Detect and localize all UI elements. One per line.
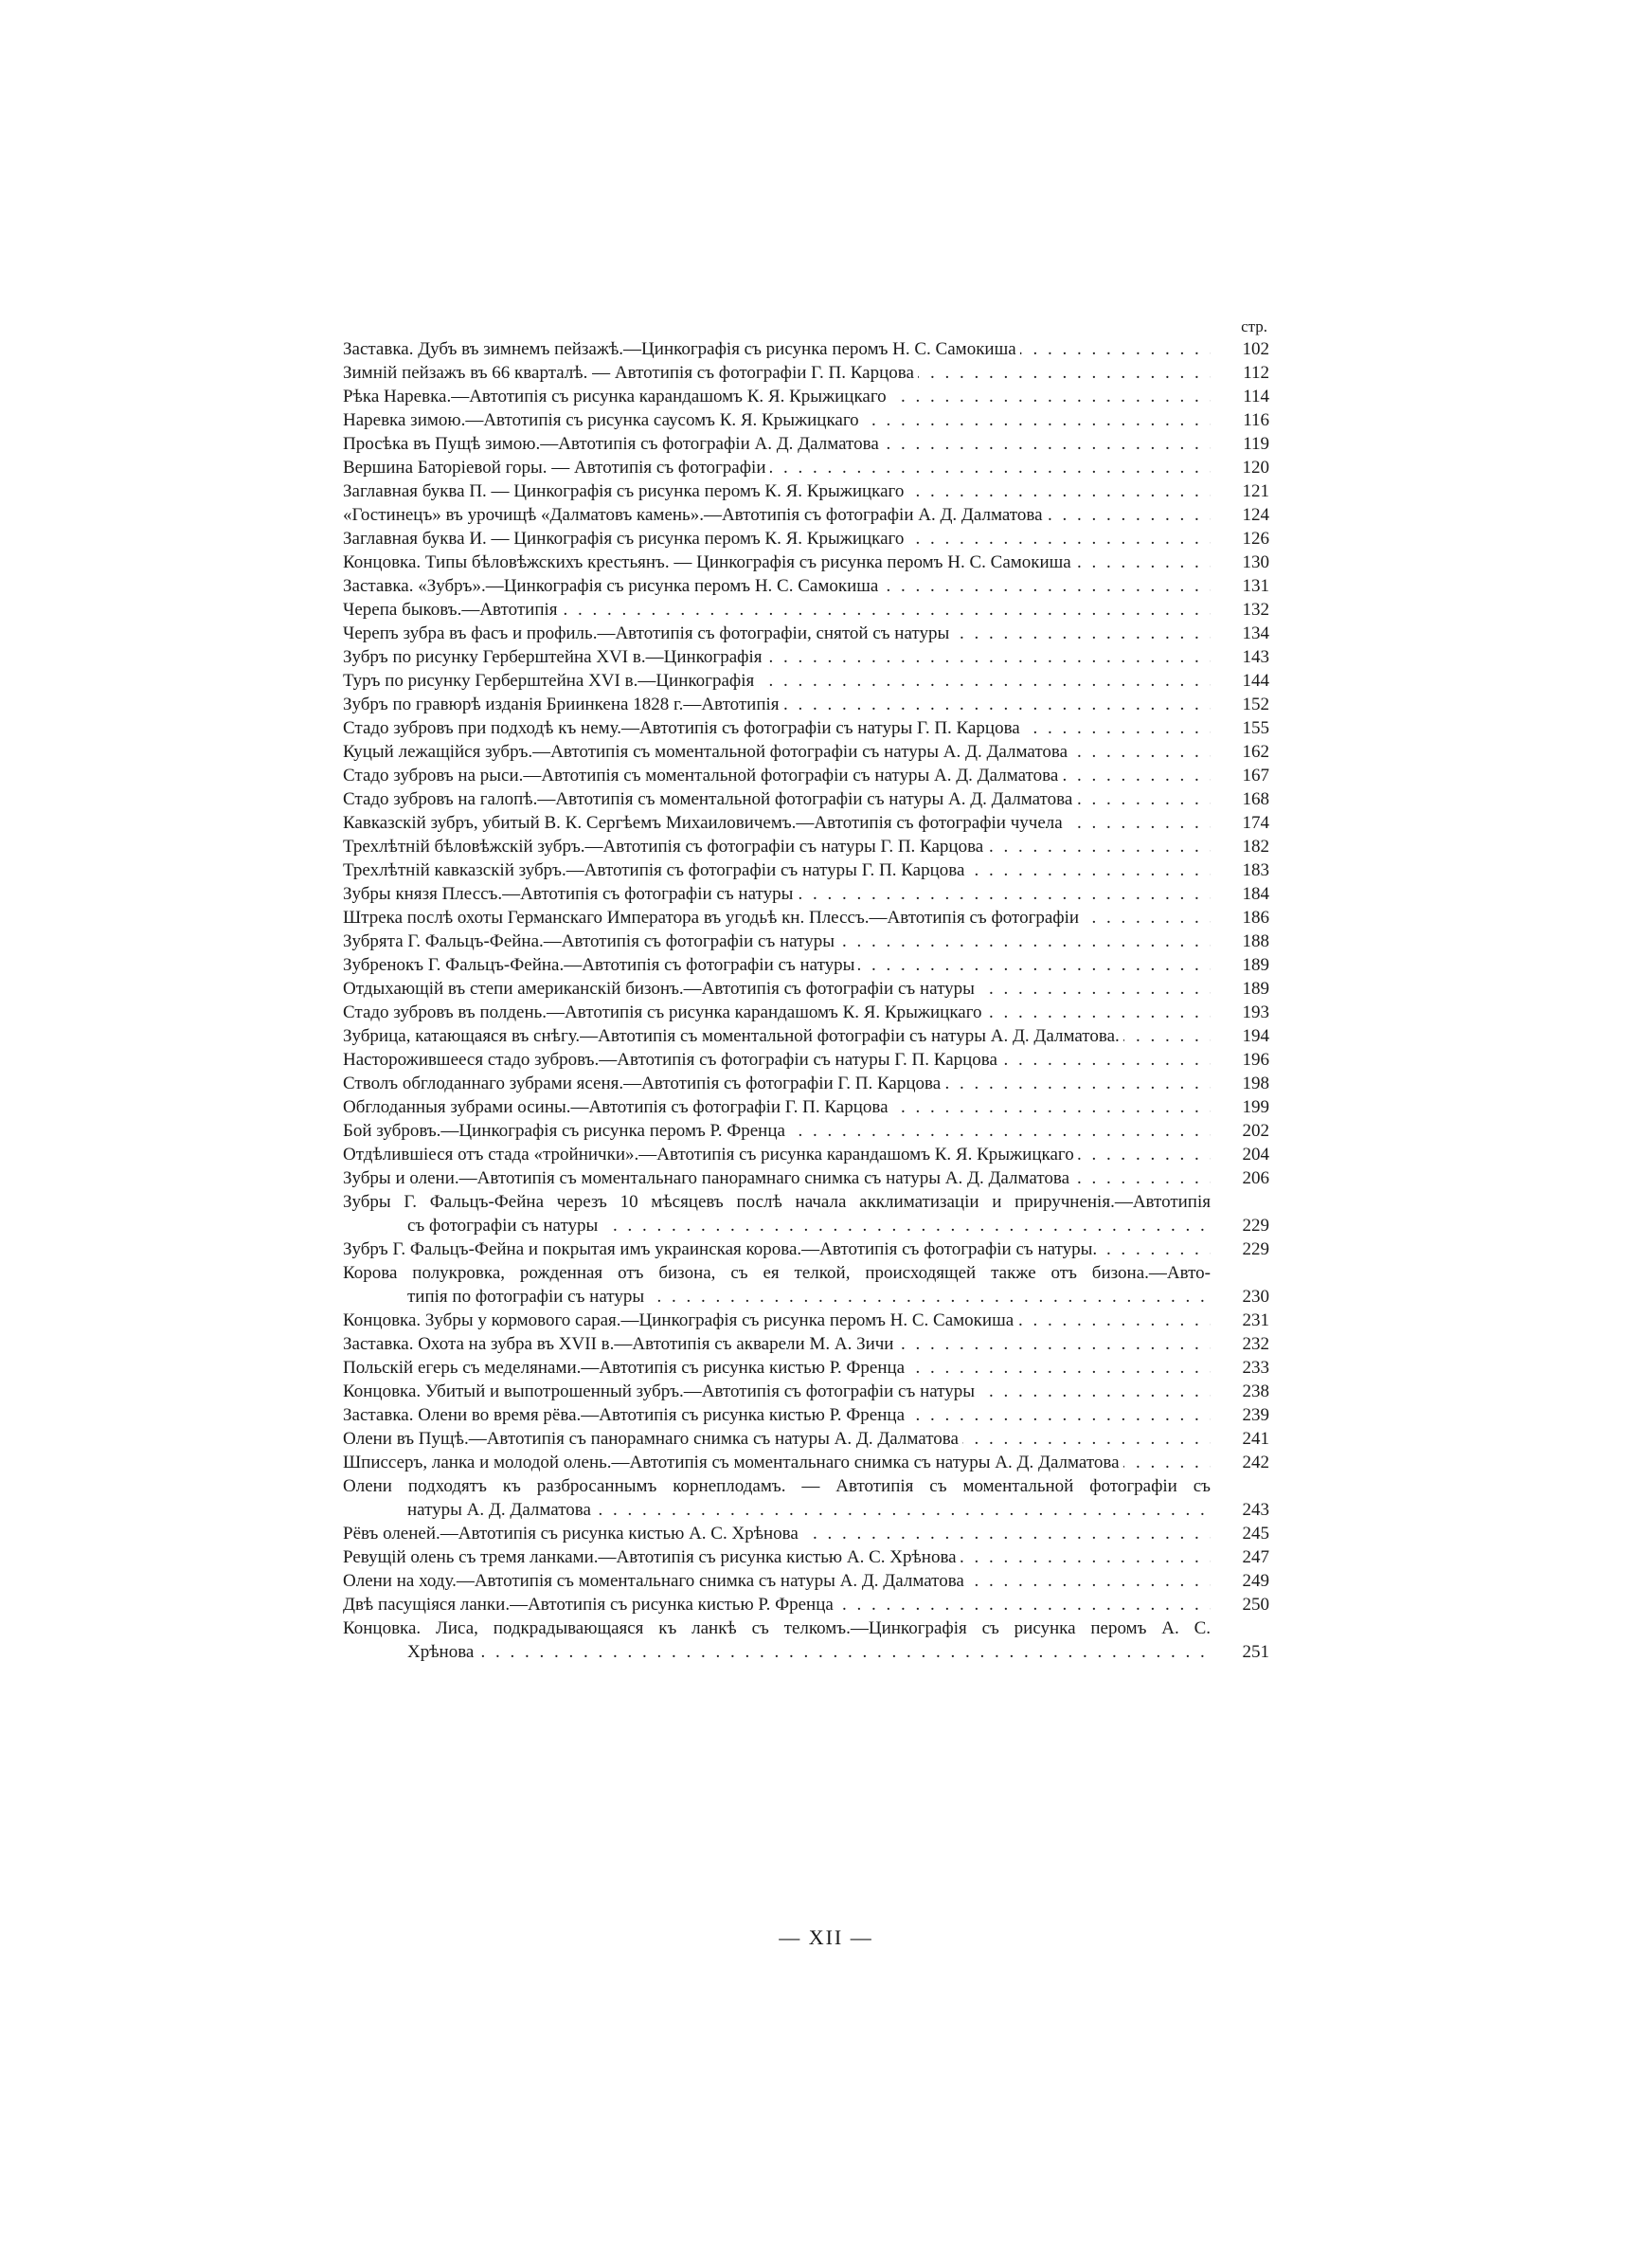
illustrations-index (343, 316, 1269, 1664)
entry-page-number: 242 (1211, 1451, 1269, 1474)
list-item (343, 1166, 1269, 1190)
list-item (343, 432, 1269, 456)
entry-page-number: 196 (1211, 1048, 1269, 1072)
list-item (343, 1403, 1269, 1427)
entry-page-number: 231 (1211, 1309, 1269, 1332)
entry-page-number: 120 (1211, 456, 1269, 479)
entry-page-number: 183 (1211, 858, 1269, 882)
list-item (343, 906, 1269, 930)
list-item (343, 408, 1269, 432)
entry-text: Куцый лежащійся зубръ.—Автотипія съ моментальной фотографіи съ натуры А. Д. Далматова (343, 742, 1071, 762)
entry-text: Штрека послѣ охоты Германскаго Императора въ угодьѣ кн. Плессъ.—Автотипія съ фотографіи (343, 908, 1083, 928)
list-item (343, 1095, 1269, 1119)
list-item (343, 503, 1269, 527)
entry-page-number: 174 (1211, 811, 1269, 835)
list-item (343, 669, 1269, 693)
list-item (343, 1237, 1269, 1261)
entry-text: Двѣ пасущіяся ланки.—Автотипія съ рисунка кистью Р. Френца (343, 1595, 837, 1615)
list-item (343, 764, 1269, 787)
entry-page-number: 162 (1211, 740, 1269, 764)
entry-text: Просѣка въ Пущѣ зимою.—Автотипія съ фотографіи А. Д. Далматова (343, 434, 883, 454)
list-item (343, 1569, 1269, 1593)
entry-text: Насторожившееся стадо зубровъ.—Автотипія съ фотографіи съ натуры Г. П. Карцова (343, 1050, 1001, 1070)
entry-text: Стадо зубровъ при подходѣ къ нему.—Автотипія съ фотографіи съ натуры Г. П. Карцова (343, 718, 1024, 738)
list-item (343, 1451, 1269, 1474)
entry-text: Зубръ Г. Фальцъ-Фейна и покрытая имъ украинская корова.—Автотипія съ фотографіи съ натуры. (343, 1239, 1101, 1259)
entry-page-number: 199 (1211, 1095, 1269, 1119)
entry-page-number: 245 (1211, 1522, 1269, 1545)
list-item (343, 930, 1269, 953)
entry-text: Зимній пейзажъ въ 66 кварталѣ. — Автотипія съ фотографіи Г. П. Карцова (343, 363, 918, 383)
list-item (343, 1522, 1269, 1545)
entry-page-number: 194 (1211, 1024, 1269, 1048)
list-item (343, 858, 1269, 882)
list-item (343, 953, 1269, 977)
list-item (343, 740, 1269, 764)
entry-page-number: 116 (1211, 408, 1269, 432)
entry-page-number: 126 (1211, 527, 1269, 551)
entry-page-number: 124 (1211, 503, 1269, 527)
entry-text: Рѣка Наревка.—Автотипія съ рисунка карандашомъ К. Я. Крыжицкаго (343, 387, 890, 406)
list-item (343, 622, 1269, 645)
entry-text: Туръ по рисунку Герберштейна XVI в.—Цинкографія (343, 671, 758, 691)
entry-page-number: 114 (1211, 385, 1269, 408)
entry-page-number: 182 (1211, 835, 1269, 858)
entry-text: Концовка. Лиса, подкрадывающаяся къ ланкѣ съ телкомъ.—Цинкографія съ рисунка перомъ А. С. (343, 1618, 1211, 1638)
list-item (343, 1356, 1269, 1380)
entry-page-number: 206 (1211, 1166, 1269, 1190)
entry-text: Трехлѣтній кавказскій зубръ.—Автотипія съ фотографіи съ натуры Г. П. Карцова (343, 860, 968, 880)
list-item (343, 1474, 1269, 1522)
entry-text-continuation: съ фотографіи съ натуры (407, 1216, 602, 1236)
entry-text: Обглоданныя зубрами осины.—Автотипія съ фотографіи Г. П. Карцова (343, 1097, 892, 1117)
entry-page-number: 168 (1211, 787, 1269, 811)
entry-page-number: 249 (1211, 1569, 1269, 1593)
entry-page-number: 102 (1211, 337, 1269, 361)
entry-page-number: 238 (1211, 1380, 1269, 1403)
entry-page-number: 152 (1211, 693, 1269, 716)
entry-page-number: 112 (1211, 361, 1269, 385)
entry-page-number: 184 (1211, 882, 1269, 906)
entry-text: Концовка. Зубры у кормового сарая.—Цинкографія съ рисунка перомъ Н. С. Самокиша (343, 1310, 1017, 1330)
entry-page-number: 119 (1211, 432, 1269, 456)
entries-list (343, 337, 1269, 1664)
entry-text: Стадо зубровъ на рыси.—Автотипія съ моментальной фотографіи съ натуры А. Д. Далматова (343, 766, 1062, 785)
entry-text: Наревка зимою.—Автотипія съ рисунка саусомъ К. Я. Крыжицкаго (343, 410, 863, 430)
entry-page-number: 167 (1211, 764, 1269, 787)
entry-text: Кавказскій зубръ, убитый В. К. Сергѣемъ Михаиловичемъ.—Автотипія съ фотографіи чучела (343, 813, 1067, 833)
list-item (343, 716, 1269, 740)
list-item (343, 1593, 1269, 1616)
entry-text: Бой зубровъ.—Цинкографія съ рисунка перомъ Р. Френца (343, 1121, 789, 1141)
list-item (343, 1024, 1269, 1048)
list-item (343, 882, 1269, 906)
entry-text: Стадо зубровъ въ полдень.—Автотипія съ рисунка карандашомъ К. Я. Крыжицкаго (343, 1002, 986, 1022)
entry-text: Олени на ходу.—Автотипія съ моментальнаго снимка съ натуры А. Д. Далматова (343, 1571, 968, 1591)
entry-text: Отдѣлившіеся отъ стада «тройнички».—Автотипія съ рисунка карандашомъ К. Я. Крыжицкаго (343, 1145, 1078, 1165)
entry-page-number: 189 (1211, 953, 1269, 977)
list-item (343, 1190, 1269, 1237)
list-item (343, 1616, 1269, 1664)
entry-text: Олени подходятъ къ разбросаннымъ корнеплодамъ. — Автотипія съ моментальной фотографіи съ (343, 1476, 1211, 1496)
list-item (343, 1072, 1269, 1095)
entry-text-continuation: Хрѣнова (407, 1642, 477, 1662)
entry-page-number: 241 (1211, 1427, 1269, 1451)
list-item (343, 1309, 1269, 1332)
entry-text: Черепа быковъ.—Автотипія (343, 600, 562, 620)
entry-text: Зубрица, катающаяся въ снѣгу.—Автотипія съ моментальной фотографіи съ натуры А. Д. Далматова. (343, 1026, 1123, 1046)
list-item (343, 527, 1269, 551)
entry-page-number: 186 (1211, 906, 1269, 930)
entry-page-number: 202 (1211, 1119, 1269, 1143)
entry-page-number: 132 (1211, 598, 1269, 622)
entry-text: Шписсеръ, ланка и молодой олень.—Автотипія съ моментальнаго снимка съ натуры А. Д. Далматова (343, 1453, 1123, 1472)
list-item (343, 385, 1269, 408)
entry-text: Зубръ по рисунку Герберштейна XVI в.—Цинкографія (343, 647, 765, 667)
list-item (343, 361, 1269, 385)
entry-page-number: 155 (1211, 716, 1269, 740)
entry-text: Ревущій олень съ тремя ланками.—Автотипія съ рисунка кистью А. С. Хрѣнова (343, 1547, 961, 1567)
entry-text: Стволъ обглоданнаго зубрами ясеня.—Автотипія съ фотографіи Г. П. Карцова (343, 1074, 944, 1093)
entry-page-number: 233 (1211, 1356, 1269, 1380)
entry-page-number: 130 (1211, 551, 1269, 574)
entry-text: Зубренокъ Г. Фальцъ-Фейна.—Автотипія съ фотографіи съ натуры (343, 955, 858, 975)
list-item (343, 551, 1269, 574)
entry-text: Заставка. Олени во время рёва.—Автотипія съ рисунка кистью Р. Френца (343, 1405, 908, 1425)
list-item (343, 1261, 1269, 1309)
entry-text: Олени въ Пущѣ.—Автотипія съ панорамнаго снимка съ натуры А. Д. Далматова (343, 1429, 962, 1449)
page-footer-number: — XII — (779, 1925, 873, 1949)
entry-text: Зубрята Г. Фальцъ-Фейна.—Автотипія съ фотографіи съ натуры (343, 931, 838, 951)
list-item (343, 1143, 1269, 1166)
entry-text: Заглавная буква И. — Цинкографія съ рисунка перомъ К. Я. Крыжицкаго (343, 529, 907, 549)
entry-page-number: 229 (1211, 1214, 1269, 1237)
list-item (343, 645, 1269, 669)
entry-text: Концовка. Убитый и выпотрошенный зубръ.—Автотипія съ фотографіи съ натуры (343, 1381, 979, 1401)
list-item (343, 574, 1269, 598)
list-item (343, 835, 1269, 858)
entry-page-number: 230 (1211, 1285, 1269, 1309)
entry-page-number: 232 (1211, 1332, 1269, 1356)
entry-text: Рёвъ оленей.—Автотипія съ рисунка кистью А. С. Хрѣнова (343, 1524, 802, 1544)
entry-page-number: 243 (1211, 1498, 1269, 1522)
page-column-header: стр. (1241, 317, 1267, 335)
list-item (343, 337, 1269, 361)
entry-text: Заставка. Дубъ въ зимнемъ пейзажѣ.—Цинкографія съ рисунка перомъ Н. С. Самокиша (343, 339, 1020, 359)
list-item (343, 1001, 1269, 1024)
entry-page-number: 131 (1211, 574, 1269, 598)
entry-text: Заставка. Охота на зубра въ XVII в.—Автотипія съ акварели М. А. Зичи (343, 1334, 897, 1354)
list-item (343, 977, 1269, 1001)
list-item (343, 456, 1269, 479)
list-item (343, 787, 1269, 811)
list-item (343, 598, 1269, 622)
entry-page-number: 143 (1211, 645, 1269, 669)
list-item (343, 479, 1269, 503)
entry-text: Заглавная буква П. — Цинкографія съ рисунка перомъ К. Я. Крыжицкаго (343, 481, 907, 501)
entry-page-number: 239 (1211, 1403, 1269, 1427)
entry-page-number: 229 (1211, 1237, 1269, 1261)
entry-page-number: 144 (1211, 669, 1269, 693)
entry-page-number: 250 (1211, 1593, 1269, 1616)
entry-text: Зубръ по гравюрѣ изданія Бриинкена 1828 г.—Автотипія (343, 695, 783, 714)
entry-text-continuation: типія по фотографіи съ натуры (407, 1287, 648, 1307)
entry-page-number: 193 (1211, 1001, 1269, 1024)
entry-page-number: 251 (1211, 1640, 1269, 1664)
entry-text: Зубры и олени.—Автотипія съ моментальнаго панорамнаго снимка съ натуры А. Д. Далматова (343, 1168, 1073, 1188)
entry-page-number: 204 (1211, 1143, 1269, 1166)
entry-text: Зубры князя Плессъ.—Автотипія съ фотографіи съ натуры (343, 884, 797, 904)
entry-page-number: 121 (1211, 479, 1269, 503)
entry-page-number: 247 (1211, 1545, 1269, 1569)
entry-text: Корова полукровка, рожденная отъ бизона, съ ея телкой, происходящей также отъ бизона.—Авто- (343, 1263, 1211, 1283)
list-item (343, 693, 1269, 716)
entry-page-number: 189 (1211, 977, 1269, 1001)
entry-page-number: 188 (1211, 930, 1269, 953)
entry-text-continuation: натуры А. Д. Далматова (407, 1500, 595, 1520)
list-item (343, 1332, 1269, 1356)
entry-page-number: 134 (1211, 622, 1269, 645)
list-item (343, 1048, 1269, 1072)
entry-text: Стадо зубровъ на галопѣ.—Автотипія съ моментальной фотографіи съ натуры А. Д. Далматова (343, 789, 1076, 809)
list-item (343, 811, 1269, 835)
entry-text: Польскій егерь съ меделянами.—Автотипія съ рисунка кистью Р. Френца (343, 1358, 908, 1378)
entry-text: «Гостинецъ» въ урочищѣ «Далматовъ камень».—Автотипія съ фотографіи А. Д. Далматова (343, 505, 1047, 525)
entry-text: Отдыхающій въ степи американскій бизонъ.—Автотипія съ фотографіи съ натуры (343, 979, 979, 999)
list-item (343, 1119, 1269, 1143)
list-item (343, 1545, 1269, 1569)
entry-text: Черепъ зубра въ фасъ и профиль.—Автотипія съ фотографіи, снятой съ натуры (343, 623, 953, 643)
entry-text: Заставка. «Зубръ».—Цинкографія съ рисунка перомъ Н. С. Самокиша (343, 576, 882, 596)
entry-page-number: 198 (1211, 1072, 1269, 1095)
list-item (343, 1380, 1269, 1403)
entry-text: Концовка. Типы бѣловѣжскихъ крестьянъ. — Цинкографія съ рисунка перомъ Н. С. Самокиша (343, 552, 1075, 572)
list-item (343, 1427, 1269, 1451)
entry-text: Трехлѣтній бѣловѣжскій зубръ.—Автотипія съ фотографіи съ натуры Г. П. Карцова (343, 837, 987, 857)
entry-text: Зубры Г. Фальцъ-Фейна черезъ 10 мѣсяцевъ послѣ начала акклиматизаціи и приручненія.—Автотипія (343, 1192, 1211, 1212)
entry-text: Вершина Баторіевой горы. — Автотипія съ фотографіи (343, 458, 770, 478)
